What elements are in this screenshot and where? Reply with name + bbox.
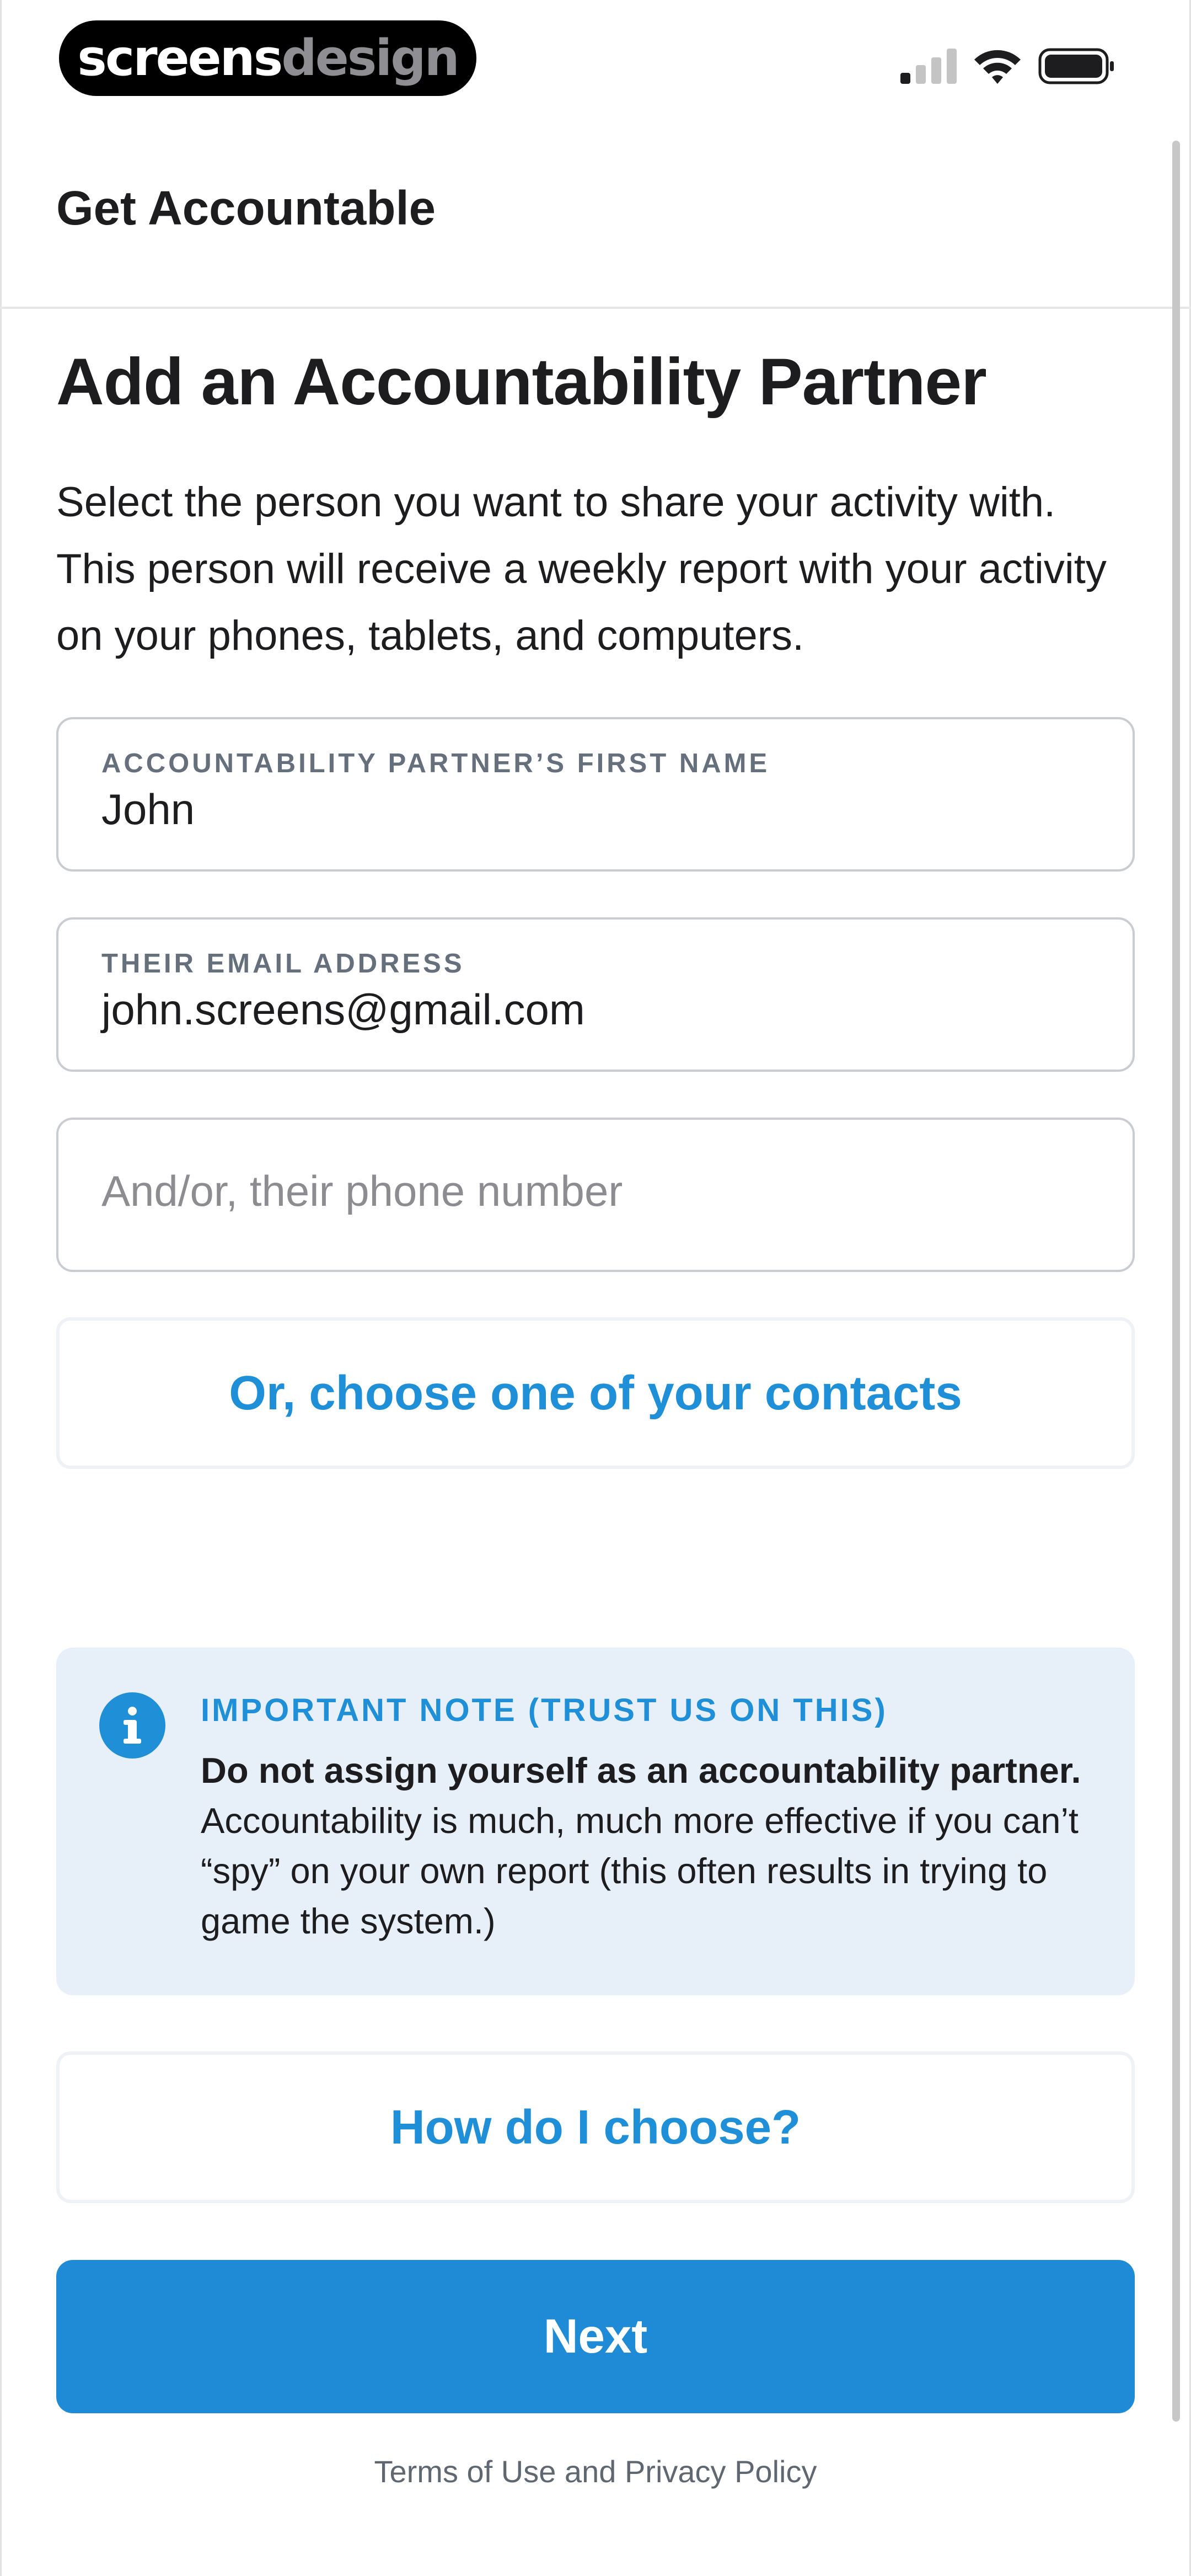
brand-logo	[59, 20, 476, 96]
footer-and: and	[556, 2454, 625, 2489]
note-title: IMPORTANT NOTE (TRUST US ON THIS)	[201, 1692, 888, 1728]
page-title: Add an Accountability Partner	[56, 345, 986, 419]
phone-placeholder: And/or, their phone number	[101, 1167, 623, 1215]
email-field[interactable]	[56, 917, 1135, 1072]
privacy-link[interactable]: Privacy Policy	[624, 2454, 817, 2489]
brand-logo-part2: design	[281, 29, 458, 87]
note-warning: Do not assign yourself as an accountability partner.	[201, 1750, 1081, 1791]
how-to-choose-button[interactable]	[56, 2051, 1135, 2203]
battery-icon	[1038, 47, 1115, 85]
brand-logo-part1: screens	[77, 29, 282, 87]
terms-link[interactable]: Terms of Use	[374, 2454, 556, 2489]
note-body: Accountability is much, much more effective if you can’t “spy” on your own report (this often results in trying to game the system.)	[201, 1800, 1079, 1941]
choose-contact-label: Or, choose one of your contacts	[229, 1366, 962, 1420]
status-bar	[0, 0, 1191, 127]
info-icon	[99, 1692, 165, 1759]
page-description: Select the person you want to share your activity with. This person will receive a weekly report with your activity on your phones, tablets, and computers.	[56, 479, 1107, 659]
how-to-choose-label: How do I choose?	[390, 2100, 801, 2154]
first-name-value[interactable]: John	[101, 785, 195, 833]
wifi-icon	[972, 46, 1023, 85]
next-button[interactable]	[56, 2260, 1135, 2413]
email-value[interactable]: john.screens@gmail.com	[101, 985, 585, 1034]
first-name-label: ACCOUNTABILITY PARTNER’S FIRST NAME	[101, 749, 770, 778]
email-label: THEIR EMAIL ADDRESS	[101, 949, 465, 979]
phone-field[interactable]	[56, 1118, 1135, 1272]
choose-contact-button[interactable]	[56, 1317, 1135, 1469]
signal-icon	[900, 49, 958, 84]
important-note	[56, 1648, 1135, 1995]
scrollbar[interactable]	[1172, 141, 1180, 2422]
next-button-label: Next	[543, 2310, 648, 2363]
footer-links	[0, 2454, 1191, 2489]
nav-title: Get Accountable	[56, 181, 436, 235]
nav-header	[0, 127, 1191, 309]
first-name-field[interactable]	[56, 717, 1135, 872]
